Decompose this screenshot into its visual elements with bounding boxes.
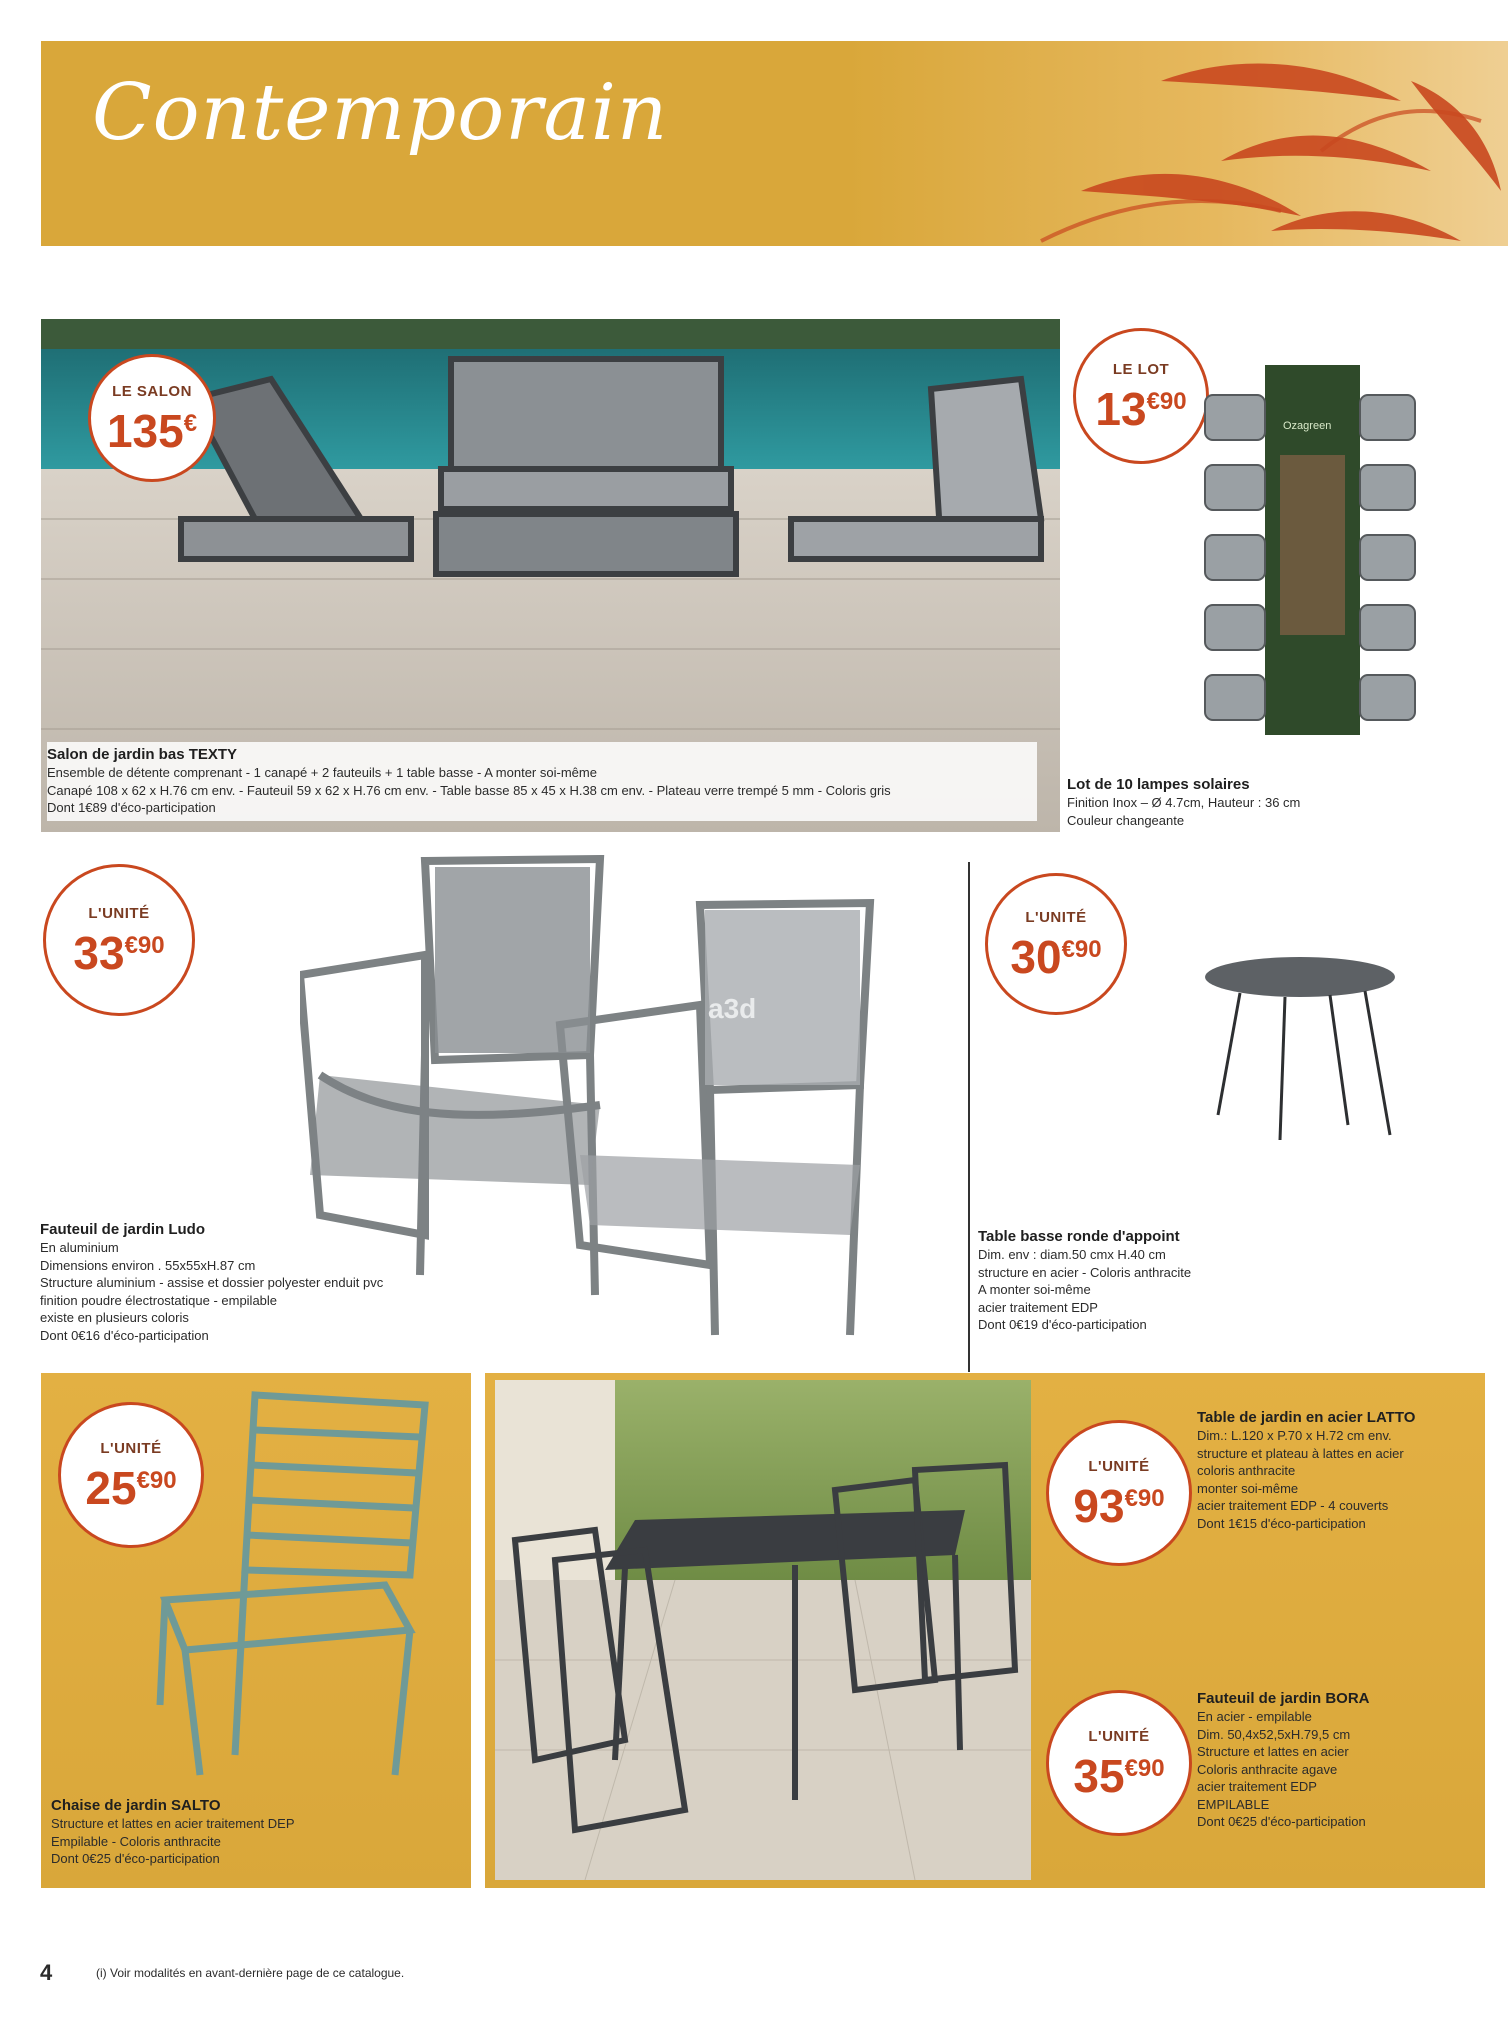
desc-line: Structure et lattes en acier: [1197, 1744, 1349, 1760]
desc-line: Couleur changeante: [1067, 812, 1185, 828]
salto-description: [51, 1797, 461, 1868]
product-name: Fauteuil de jardin BORA: [1197, 1690, 1370, 1707]
page-number: 4: [40, 1960, 53, 1985]
price-badge-ludo: [43, 864, 195, 1016]
desc-line: Structure aluminium - assise et dossier polyester enduit pvc: [40, 1275, 384, 1291]
desc-line: En acier - empilable: [1197, 1709, 1312, 1724]
desc-line: coloris anthracite: [1197, 1463, 1296, 1479]
product-name: Chaise de jardin SALTO: [51, 1797, 221, 1814]
badge-label: LE LOT: [1112, 360, 1170, 378]
table-ronde-photo: [1200, 955, 1400, 1145]
price: 30€90: [1010, 930, 1102, 983]
price: 35€90: [1073, 1749, 1165, 1802]
desc-line: Dont 0€19 d'éco-participation: [978, 1317, 1147, 1333]
page-title: Contemporain: [92, 68, 669, 158]
solar-lamps-pack-image: [1195, 355, 1420, 745]
round-table-image: [1200, 955, 1400, 1145]
badge-label: LE SALON: [112, 382, 192, 400]
desc-line: Finition Inox – Ø 4.7cm, Hauteur : 36 cm: [1067, 795, 1301, 810]
desc-line: A monter soi-même: [978, 1282, 1091, 1298]
badge-label: L'UNITÉ: [1088, 1457, 1150, 1475]
desc-line: Dont 0€25 d'éco-participation: [51, 1851, 220, 1867]
table-ronde-description: [978, 1228, 1398, 1334]
ludo-description: [40, 1221, 460, 1344]
desc-line: EMPILABLE: [1197, 1796, 1270, 1812]
price-badge-texty: [88, 354, 216, 482]
desc-line: Dont 0€16 d'éco-participation: [40, 1327, 209, 1343]
price: 13€90: [1095, 382, 1187, 435]
badge-label: L'UNITÉ: [88, 904, 150, 922]
desc-line: structure et plateau à lattes en acier: [1197, 1445, 1404, 1461]
desc-line: Dim.: L.120 x P.70 x H.72 cm env.: [1197, 1428, 1392, 1443]
desc-line: finition poudre électrostatique - empilable: [40, 1292, 278, 1308]
desc-line: Dont 1€15 d'éco-participation: [1197, 1515, 1366, 1531]
product-name: Salon de jardin bas TEXTY: [47, 746, 238, 763]
lampes-description: [1067, 776, 1487, 829]
product-name: Table de jardin en acier LATTO: [1197, 1409, 1416, 1426]
desc-line: acier traitement EDP: [1197, 1779, 1317, 1795]
watermark: a3d: [708, 993, 757, 1024]
bora-description: [1197, 1690, 1497, 1831]
desc-line: Dim. env : diam.50 cmx H.40 cm: [978, 1247, 1166, 1262]
section-divider: [968, 862, 970, 1372]
desc-line: Canapé 108 x 62 x H.76 cm env. - Fauteuil 59 x 62 x H.76 cm env. - Table basse 85 x 45 x H.38 cm env. - Plateau verre trempé 5 mm - Coloris gris: [47, 782, 891, 798]
desc-line: acier traitement EDP: [978, 1299, 1098, 1315]
product-name: Fauteuil de jardin Ludo: [40, 1221, 205, 1238]
latto-photo: [495, 1380, 1031, 1880]
badge-label: L'UNITÉ: [1025, 908, 1087, 926]
desc-line: Coloris anthracite agave: [1197, 1761, 1338, 1777]
desc-line: existe en plusieurs coloris: [40, 1310, 189, 1326]
desc-line: Empilable - Coloris anthracite: [51, 1833, 221, 1849]
badge-label: L'UNITÉ: [100, 1439, 162, 1457]
desc-line: Structure et lattes en acier traitement DEP: [51, 1816, 295, 1831]
desc-line: Dont 0€25 d'éco-participation: [1197, 1814, 1366, 1830]
price: 135€: [106, 404, 198, 457]
badge-label: L'UNITÉ: [1088, 1727, 1150, 1745]
desc-line: Dim. 50,4x52,5xH.79,5 cm: [1197, 1726, 1351, 1742]
price-badge-lampes: [1073, 328, 1209, 464]
price: 93€90: [1073, 1479, 1165, 1532]
lampes-photo: [1195, 355, 1420, 745]
footer-note: (i) Voir modalités en avant-dernière page de ce catalogue.: [96, 1966, 405, 1980]
salto-chair-image: [155, 1385, 445, 1785]
price: 33€90: [73, 926, 165, 979]
desc-line: monter soi-même: [1197, 1480, 1299, 1496]
desc-line: Ensemble de détente comprenant - 1 canapé + 2 fauteuils + 1 table basse - A monter soi-même: [47, 765, 597, 780]
desc-line: acier traitement EDP - 4 couverts: [1197, 1498, 1389, 1514]
product-name: Lot de 10 lampes solaires: [1067, 776, 1250, 793]
latto-description: [1197, 1409, 1497, 1532]
price-badge-table-ronde: [985, 873, 1127, 1015]
pack-brand: Ozagreen: [1283, 420, 1332, 432]
price-badge-bora: [1046, 1690, 1192, 1836]
latto-set-image: [495, 1380, 1031, 1880]
desc-line: Dont 1€89 d'éco-participation: [47, 800, 216, 816]
salto-photo: [155, 1385, 445, 1785]
desc-line: En aluminium: [40, 1240, 119, 1255]
price-badge-latto: [1046, 1420, 1192, 1566]
texty-description: [47, 742, 1037, 821]
desc-line: Dimensions environ . 55x55xH.87 cm: [40, 1257, 256, 1273]
product-name: Table basse ronde d'appoint: [978, 1228, 1180, 1245]
price: 25€90: [85, 1461, 177, 1514]
desc-line: structure en acier - Coloris anthracite: [978, 1264, 1192, 1280]
